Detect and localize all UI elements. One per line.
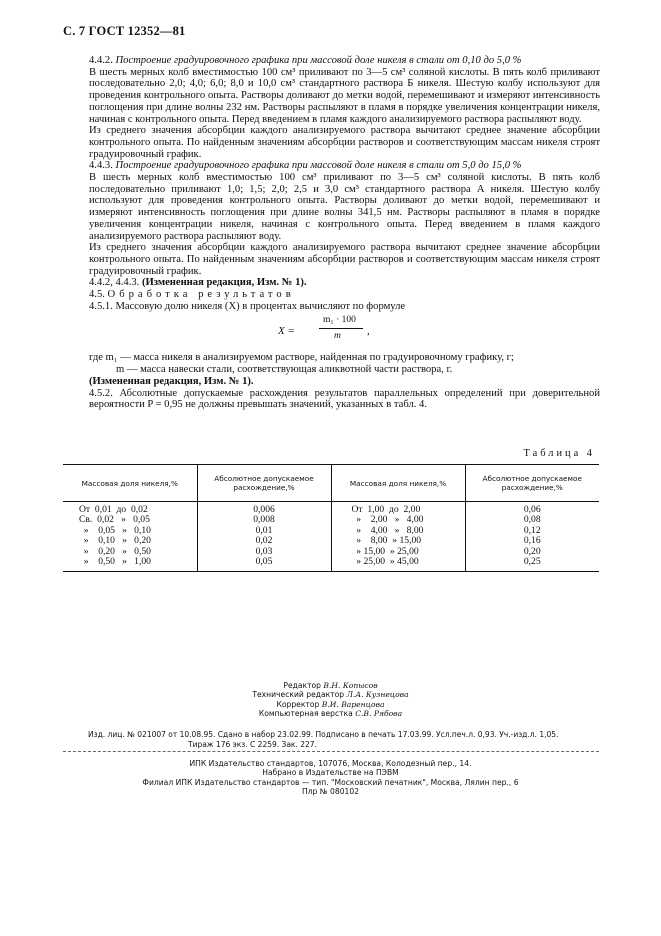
imprint-line: ИПК Издательство стандартов, 107076, Москва, Колодезный пер., 14. [189, 759, 472, 768]
column-header: Массовая доля никеля,% [331, 465, 465, 502]
section-number: 4.4.3. [89, 160, 113, 172]
amendment-note: 4.4.2, 4.4.3. (Измененная редакция, Изм. № 1). [89, 277, 307, 289]
table-cell: 0,25 [465, 557, 599, 572]
table-cell: 0,20 [523, 545, 541, 557]
table-cell: » 2,00 » 4,00 [331, 515, 465, 525]
credit-corrector: Корректор В.И. Варенцова [276, 699, 385, 709]
publication-line: Тираж 176 экз. С 2259. Зак. 227. [188, 740, 317, 749]
table-cell: » 25,00 » 45,00 [331, 557, 465, 572]
table-cell: » 0,10 » 0,20 [63, 536, 197, 546]
formula-lhs: X = [278, 325, 295, 338]
formula-denominator: m [334, 331, 341, 342]
table-header-row [63, 465, 599, 502]
credit-layout: Компьютерная верстка С.В. Рябова [258, 709, 403, 719]
table-cell: 0,03 [197, 547, 331, 557]
formula-where-2: m — масса навески стали, соответствующая аликвотной части раствора, г. [116, 364, 453, 376]
section-number: 4.4.2. [89, 55, 113, 66]
imprint-line: Плр № 080102 [301, 787, 360, 797]
table-label: Таблица 4 [523, 448, 595, 459]
formula-where-1: где m₁ — масса никеля в анализируемом растворе, найденная по градуировочному графику, г; [89, 352, 514, 364]
section-title: Построение градуировочного графика при массовой доле никеля в стали от 0,10 до 5,0 % [115, 55, 522, 66]
table-cell: От 1,00 до 2,00 [331, 502, 465, 516]
document-body [89, 55, 600, 411]
imprint-line: Набрано в Издательстве на ПЭВМ [262, 768, 399, 778]
formula-comma: , [367, 325, 370, 338]
fraction-bar [319, 328, 363, 329]
page-header: С. 7 ГОСТ 12352—81 [63, 24, 186, 38]
publication-line: Изд. лиц. № 021007 от 10.08.95. Сдано в набор 23.02.99. Подписано в печать 17.03.99. Усл.печ.л. 0,93. Уч.-изд.л. 1,05. [88, 730, 559, 739]
table-cell: » 4,00 » 8,00 [331, 526, 465, 536]
table-cell: 0,006 [197, 502, 331, 516]
paragraph: Из среднего значения абсорбции каждого анализируемого раствора вычитают среднее значение абсорбции контрольного опыта. По найденным значениям абсорбции растворов и соответствующим массам никеля строят градуировочный график. [89, 242, 600, 277]
table-cell: 0,01 [197, 526, 331, 536]
table-cell: 0,12 [523, 524, 541, 536]
table-cell: 0,16 [523, 535, 541, 547]
table-cell: 0,02 [197, 536, 331, 546]
table-cell: » 15,00 » 25,00 [331, 547, 465, 557]
section-4-4-3-heading [89, 160, 600, 172]
paragraph: В шесть мерных колб вместимостью 100 см³ приливают по 3—5 см³ соляной кислоты. В пять колб последовательно приливают 1,0; 1,5; 2,0; 2,5 и 3,0 см³ стандартного раствора А никеля. Шестую колбу используют для проведения контрольного опыта. Растворы доливают до метки водой, перемешивают и измеряют интенсивность поглощения при длине волны 341,5 нм. Растворы распыляют в пламя в порядке увеличения концентрации никеля, начиная с контрольного опыта. Перед введением в пламя каждого анализируемого раствора распыляют воду. [89, 172, 600, 242]
table-cell: » 8,00 » 15,00 [331, 536, 465, 546]
formula-numerator: m₁ · 100 [323, 315, 356, 326]
section-4-4-2-heading [89, 55, 600, 67]
section-4-5-heading: 4.5. Обработка результатов [89, 289, 295, 301]
column-header: Абсолютное допускаемое расхождение,% [465, 465, 599, 502]
section-4-5-2-text: 4.5.2. Абсолютные допускаемые расхождения результатов параллельных определений при доверительной вероятности P = 0,95 не должны превышать значений, указанных в табл. 4. [89, 387, 600, 411]
divider [63, 751, 599, 752]
table-cell: » 0,20 » 0,50 [63, 547, 197, 557]
table-cell: 0,008 [197, 515, 331, 525]
table-cell: От 0,01 до 0,02 [63, 502, 197, 516]
table-row [63, 502, 599, 516]
table-cell: 0,08 [523, 514, 541, 526]
credit-editor: Редактор В.Н. Копысов [283, 681, 378, 690]
imprint-line: Филиал ИПК Издательство стандартов — тип. "Московский печатник", Москва, Лялин пер., 6 [142, 777, 519, 787]
paragraph: Из среднего значения абсорбции каждого анализируемого раствора вычитают среднее значение абсорбции контрольного опыта. По найденным значениям абсорбции растворов и соответствующим массам никеля строят градуировочный график. [89, 125, 600, 160]
imprint-block [0, 759, 661, 797]
section-4-5-1-text: 4.5.1. Массовую долю никеля (X) в процентах вычисляют по формуле [89, 300, 406, 312]
table-cell: » 0,05 » 0,10 [63, 526, 197, 536]
credits-block [0, 681, 661, 719]
credit-tech-editor: Технический редактор Л.А. Кузнецова [252, 690, 409, 700]
table-cell: » 0,50 » 1,00 [63, 557, 197, 572]
section-title: Построение градуировочного графика при массовой доле никеля в стали от 5,0 до 15,0 % [115, 160, 522, 172]
table-row [63, 557, 599, 572]
paragraph: В шесть мерных колб вместимостью 100 см³ приливают по 3—5 см³ соляной кислоты. В пять колб приливают последовательно 2,0; 4,0; 6,0; 8,0 и 10,0 см³ стандартного раствора Б никеля. Шестую колбу используют для проведения контрольного опыта. Растворы доливают до метки водой, перемешивают и измеряют интенсивность поглощения при длине волны 232 нм. Растворы распыляют в пламя в порядке увеличения концентрации никеля, начиная с контрольного опыта. Перед введением в пламя каждого анализируемого раствора распыляют воду. [89, 66, 600, 125]
publication-info [88, 730, 558, 750]
table-cell: 0,05 [197, 557, 331, 572]
column-header: Массовая доля никеля,% [63, 465, 197, 502]
tolerance-table [63, 464, 599, 572]
table-cell: 0,06 [523, 504, 541, 515]
amendment-note: (Измененная редакция, Изм. № 1). [89, 375, 254, 387]
formula [89, 314, 600, 350]
table-cell: Св. 0,02 » 0,05 [63, 515, 197, 525]
column-header: Абсолютное допускаемое расхождение,% [197, 465, 331, 502]
